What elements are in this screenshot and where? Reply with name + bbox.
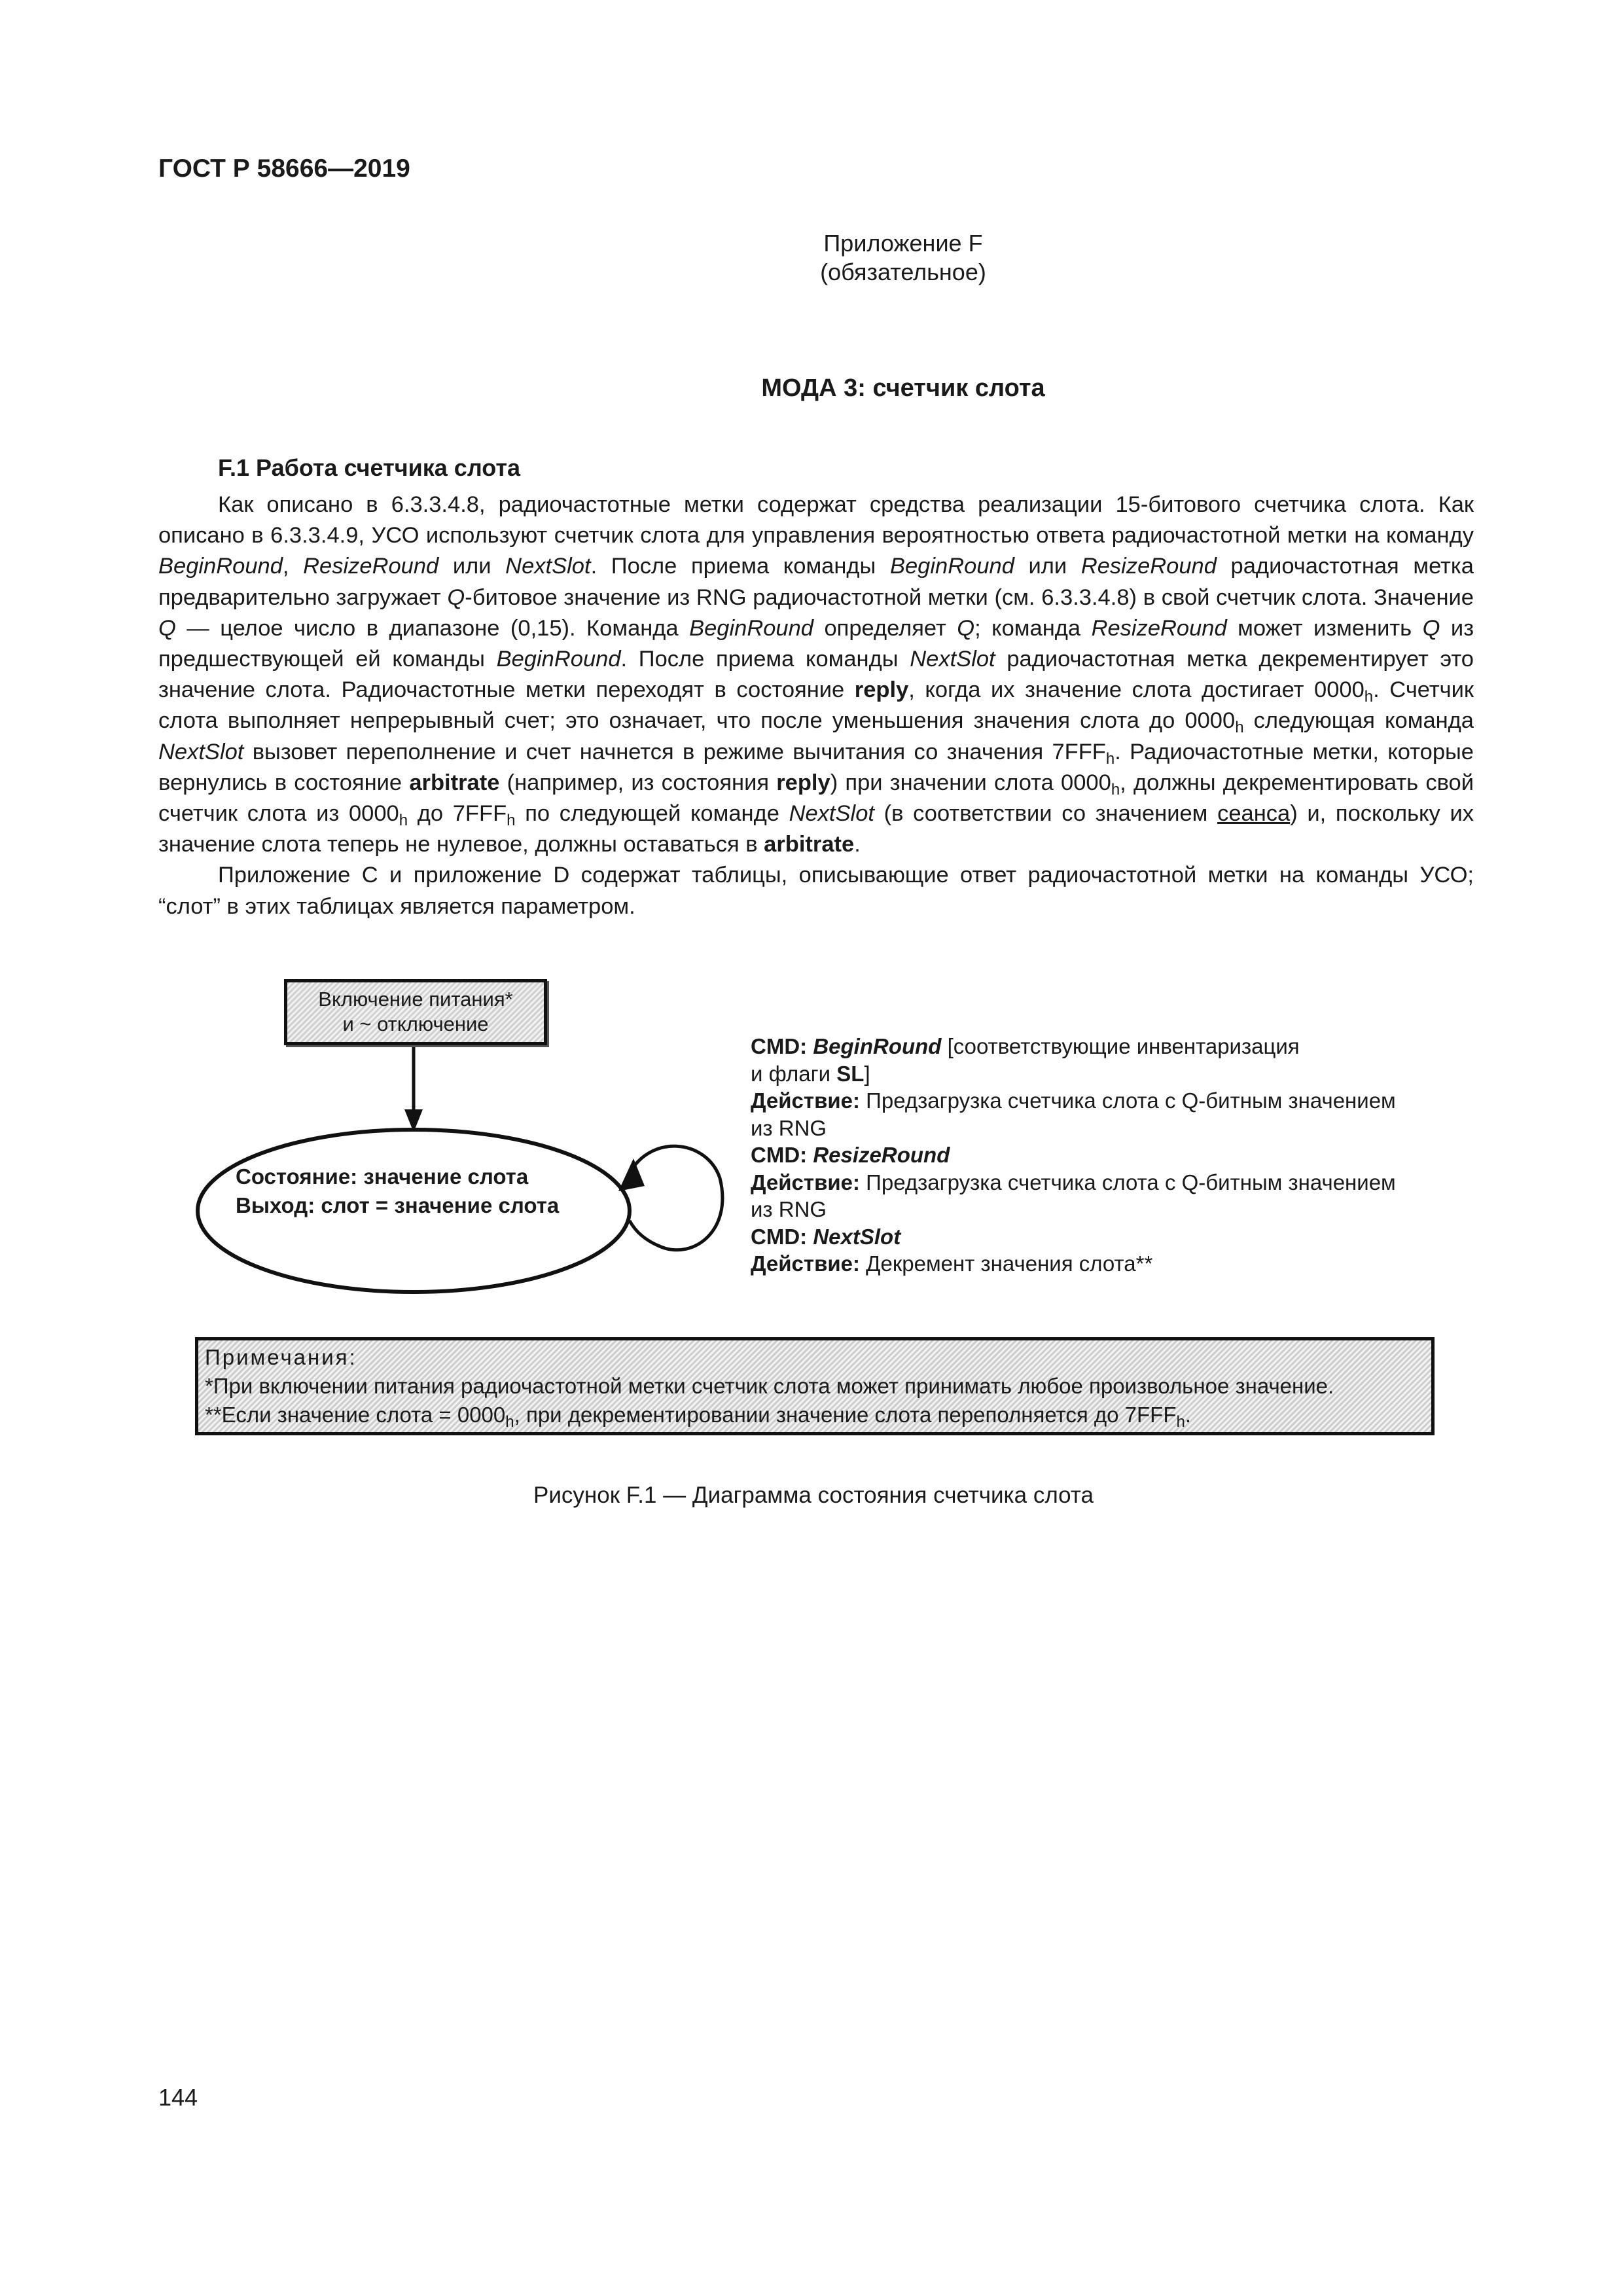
cmd-resizeround: CMD: ResizeRound — [751, 1143, 950, 1167]
annex-main-title: МОДА 3: счетчик слота — [761, 374, 1045, 402]
action-nextslot: Действие: Декремент значения слота** — [751, 1251, 1153, 1276]
self-loop-arrowhead-icon — [618, 1158, 645, 1191]
power-on-box — [284, 979, 547, 1045]
section-heading: F.1 Работа счетчика слота — [218, 454, 520, 481]
action-beginround: Действие: Предзагрузка счетчика слота с Q-битным значением — [751, 1088, 1396, 1113]
annex-label: Приложение F — [823, 230, 983, 257]
note-1: *При включении питания радиочастотной метки счетчик слота может принимать любое произвольное значение. — [205, 1374, 1334, 1398]
cmd-nextslot: CMD: NextSlot — [751, 1224, 901, 1249]
state-line-1: Состояние: значение слота — [236, 1164, 529, 1189]
paragraph-1: Как описано в 6.3.3.4.8, радиочастотные метки содержат средства реализации 15-битового счетчика слота. Как описано в 6.3.3.4.9, УСО используют счетчик слота для управления вероятностью ответа радиочастотной метки на команду BeginRound, ResizeRound или NextSlot. После приема команды BeginRound или ResizeRound радиочастотная метка предварительно загружает Q-битовое значение из RNG радиочастотной метки (см. 6.3.3.4.8) в свой счетчик слота. Значение Q — целое число в диапазоне (0,15). Команда BeginRound определяет Q; команда ResizeRound может изменить Q из предшествующей ей команды BeginRound. После приема команды NextSlot радиочастотная метка декрементирует это значение слота. Радиочастотные метки переходят в состояние reply, когда их значение слота достигает $0000_h$. Счетчик слота выполняет непрерывный счет; это означает, что после уменьшения значения слота до $0000_h$ следующая команда NextSlot вызовет переполнение и счет начнется в режиме вычитания со значения $7FFF_h$. Радиочастотные метки, которые вернулись в состояние arbitrate (например, из состояния reply) при значении слота $0000_h$, должны декрементировать свой счетчик слота из $0000_h$ до $7FFF_h$ по следующей команде NextSlot (в соответствии со значением сеанса) и, поскольку их значение слота теперь не нулевое, должны оставаться в arbitrate. — [158, 492, 1474, 857]
cmd-beginround-cont: и флаги SL] — [751, 1061, 870, 1086]
command-list — [751, 1033, 1396, 1278]
state-line-2: Выход: слот = значение слота — [236, 1193, 560, 1217]
standard-identifier: ГОСТ Р 58666—2019 — [158, 154, 410, 183]
action-resizeround: Действие: Предзагрузка счетчика слота с Q-битным значением — [751, 1170, 1396, 1194]
annex-status: (обязательное) — [820, 259, 986, 285]
notes-label: Примечания: — [205, 1345, 357, 1369]
power-on-line-1: Включение питания* — [318, 988, 513, 1011]
paragraph-2: Приложение С и приложение D содержат таблицы, описывающие ответ радиочастотной метки на команды УСО; “слот” в этих таблицах является параметром. — [158, 863, 1474, 919]
action-beginround-cont: из RNG — [751, 1115, 827, 1140]
page-number: 144 — [158, 2084, 198, 2111]
self-loop-arrow — [627, 1146, 722, 1250]
cmd-beginround: CMD: BeginRound [соответствующие инвентаризация — [751, 1034, 1300, 1058]
figure-caption: Рисунок F.1 — Диаграмма состояния счетчика слота — [533, 1482, 1094, 1508]
notes-box — [195, 1337, 1435, 1435]
action-resizeround-cont: из RNG — [751, 1197, 827, 1221]
note-2: **Если значение слота = $0000_h$, при декрементировании значение слота переполняется до $7FFF_h$. — [205, 1403, 1192, 1431]
session-link[interactable]: сеанса — [1217, 801, 1291, 827]
state-label — [236, 1162, 559, 1220]
power-on-line-2: и ~ отключение — [342, 1013, 489, 1035]
